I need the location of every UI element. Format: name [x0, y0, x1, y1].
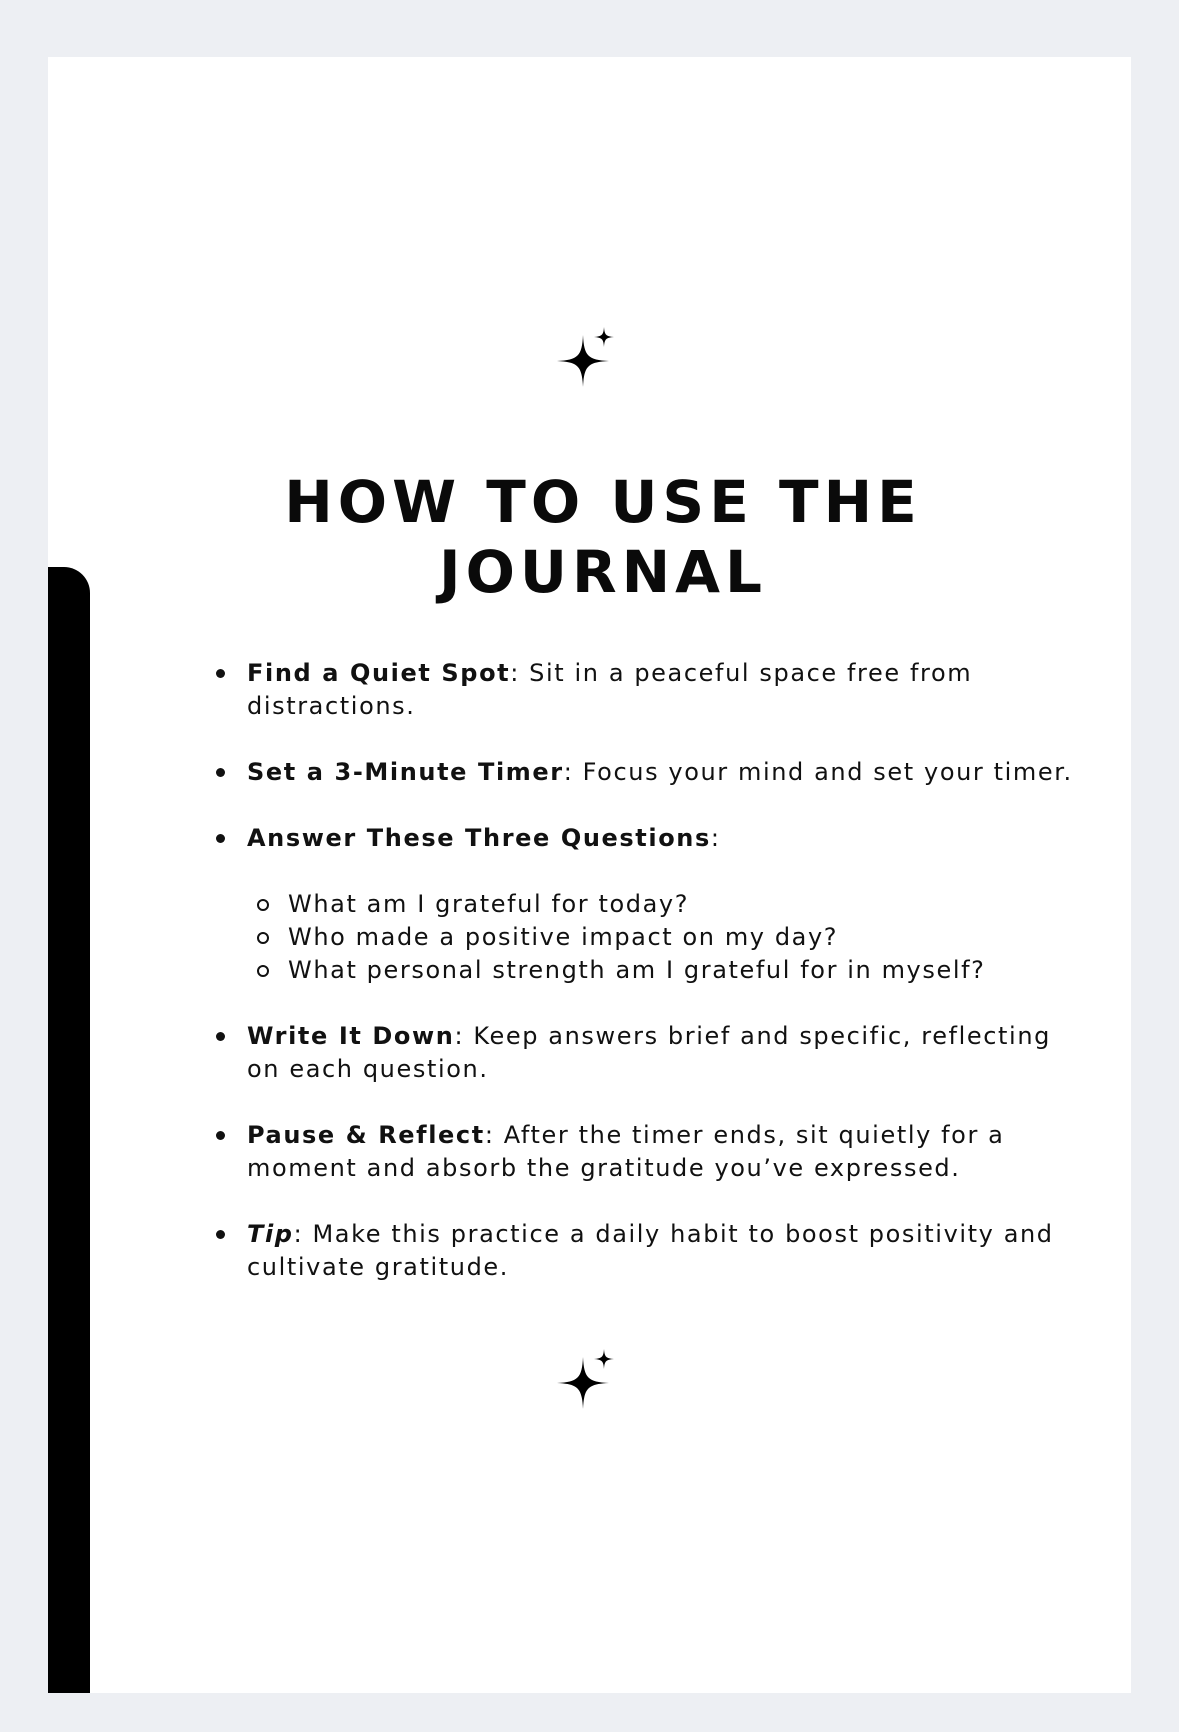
list-item-tip: [198, 1218, 1078, 1284]
question-item: [247, 921, 1078, 954]
list-item-find-quiet-spot: [198, 657, 1078, 723]
item-text: :: [710, 824, 721, 852]
list-item-set-timer: [198, 756, 1078, 789]
question-list: [247, 888, 1078, 987]
sparkle-icon: [548, 323, 628, 403]
item-text: : Keep answers brief and specific, reflecting on each question.: [247, 1022, 1051, 1083]
journal-page: [48, 57, 1131, 1693]
bullet-icon: [216, 834, 225, 843]
question-text: What am I grateful for today?: [288, 890, 690, 918]
list-item-pause-reflect: [198, 1119, 1078, 1185]
question-item: [247, 888, 1078, 921]
list-item-answer-questions: [198, 822, 1078, 987]
sparkle-icon: [548, 1345, 628, 1425]
item-text: : Make this practice a daily habit to boost positivity and cultivate gratitude.: [247, 1220, 1054, 1281]
side-accent-bar: [48, 567, 90, 1693]
item-label: Write It Down: [247, 1022, 455, 1050]
item-label: Find a Quiet Spot: [247, 659, 511, 687]
item-label: Pause & Reflect: [247, 1121, 485, 1149]
item-text: : Focus your mind and set your timer.: [563, 758, 1073, 786]
bullet-icon: [216, 1230, 225, 1239]
instruction-list: [198, 657, 1078, 1317]
page-title: HOW TO USE THE JOURNAL: [284, 468, 922, 606]
item-label: Tip: [247, 1220, 294, 1248]
bullet-icon: [216, 669, 225, 678]
hollow-bullet-icon: [257, 899, 269, 911]
bullet-icon: [216, 768, 225, 777]
item-label: Set a 3-Minute Timer: [247, 758, 564, 786]
hollow-bullet-icon: [257, 932, 269, 944]
item-text: : Sit in a peaceful space free from distractions.: [247, 659, 973, 720]
bullet-icon: [216, 1131, 225, 1140]
item-label: Answer These Three Questions: [247, 824, 711, 852]
bullet-icon: [216, 1032, 225, 1041]
question-item: [247, 954, 1078, 987]
question-text: What personal strength am I grateful for in myself?: [288, 956, 986, 984]
item-text: : After the timer ends, sit quietly for a moment and absorb the gratitude you’ve expressed.: [247, 1121, 1005, 1182]
hollow-bullet-icon: [257, 965, 269, 977]
question-text: Who made a positive impact on my day?: [288, 923, 839, 951]
list-item-write-it-down: [198, 1020, 1078, 1086]
